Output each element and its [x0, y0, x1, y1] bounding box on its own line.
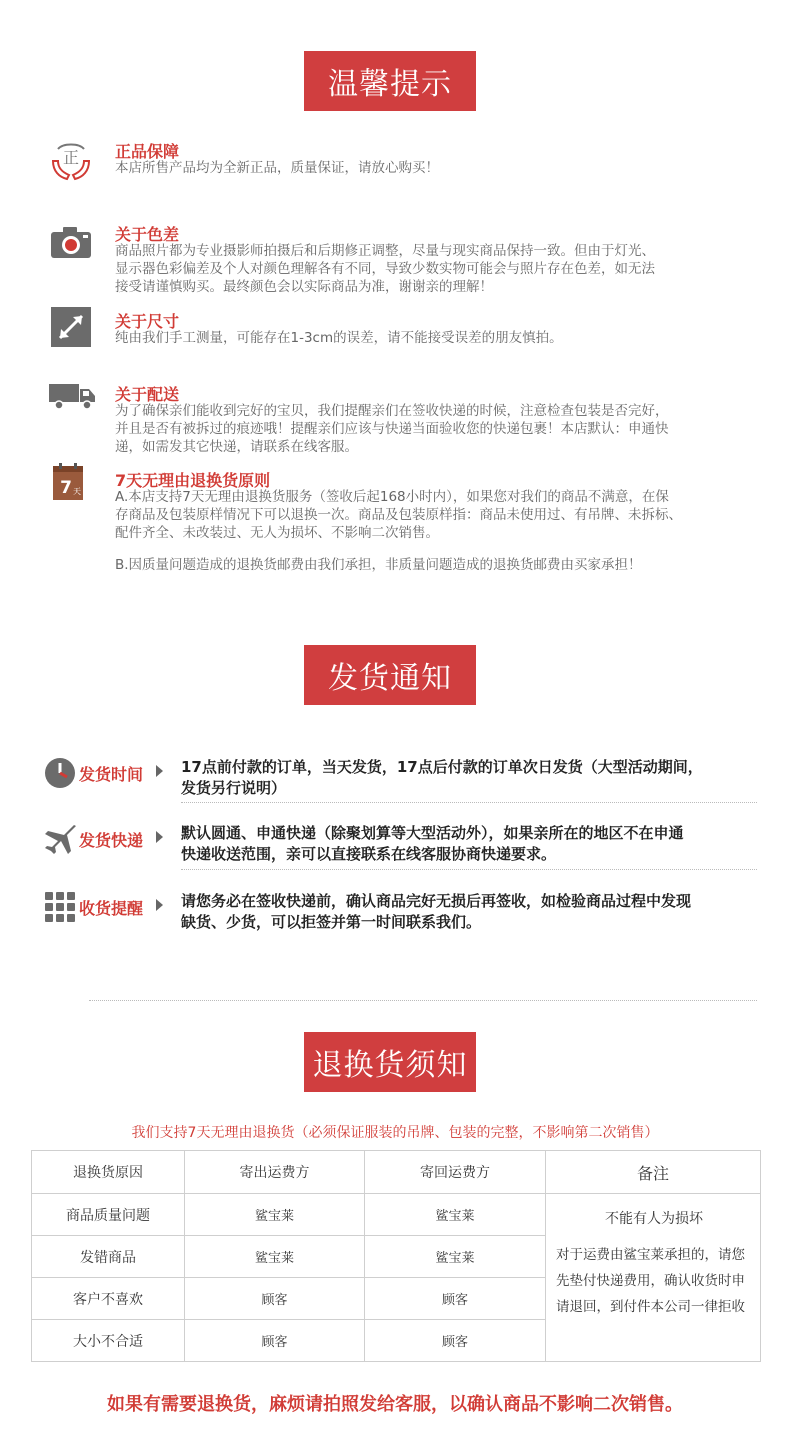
ship-text: 请您务必在签收快递前，确认商品完好无损后再签收，如检验商品过程中发现 缺货、少货，可以拒签并第一时间联系我们。	[181, 892, 692, 931]
grid-icon	[44, 891, 76, 923]
table-cell: 大小不合适	[32, 1320, 185, 1362]
table-header-row	[32, 1151, 761, 1194]
airplane-icon	[44, 823, 76, 855]
arrow-right-icon	[156, 899, 163, 911]
ship-text: 默认圆通、申通快递（除聚划算等大型活动外），如果亲所在的地区不在申通 快递收送范围，亲可以直接联系在线客服协商快递要求。	[181, 824, 684, 863]
seven-day-number: 7	[60, 478, 72, 498]
ship-row-courier	[44, 823, 758, 865]
remark-text: 对于运费由鲨宝莱承担的，请您先垫付快递费用，确认收货时申请退回，到付件本公司一律拒收	[556, 1247, 745, 1315]
table-cell: 鲨宝莱	[185, 1194, 365, 1236]
hands-icon	[49, 139, 93, 179]
ship-row-receipt	[44, 891, 758, 933]
arrow-right-icon	[156, 765, 163, 777]
tip-color	[49, 222, 749, 296]
tip-title: 关于配送	[115, 385, 180, 404]
tip-text: 本店所售产品均为全新正品，质量保证，请放心购买！	[115, 160, 439, 176]
table-cell: 鲨宝莱	[365, 1236, 546, 1278]
returns-banner: 退换货须知	[304, 1032, 476, 1092]
svg-text:正: 正	[62, 148, 80, 167]
footer-note: 如果有需要退换货，麻烦请拍照发给客服，以确认商品不影响二次销售。	[107, 1394, 683, 1415]
tips-banner: 温馨提示	[304, 51, 476, 111]
arrow-right-icon	[156, 831, 163, 843]
table-cell: 顾客	[365, 1278, 546, 1320]
table-cell: 发错商品	[32, 1236, 185, 1278]
table-header: 寄回运费方	[365, 1151, 546, 1194]
tip-title: 关于尺寸	[115, 312, 180, 331]
table-header: 退换货原因	[32, 1151, 185, 1194]
table-cell: 顾客	[185, 1320, 365, 1362]
table-header: 寄出运费方	[185, 1151, 365, 1194]
tip-title: 7天无理由退换货原则	[115, 471, 271, 490]
remark-text: 不能有人为损坏	[605, 1211, 703, 1227]
table-row	[32, 1194, 761, 1236]
resize-icon	[49, 305, 93, 345]
tip-text: 为了确保亲们能收到完好的宝贝，我们提醒亲们在签收快递的时候，注意检查包装是否完好， 并且是否有被拆过的痕迹哦！提醒亲们应该与快递当面验收您的快递包裹！本店默认：申通快 递，如需发其它快递，请联系在线客服。	[115, 403, 669, 455]
divider	[181, 802, 757, 803]
table-cell: 商品质量问题	[32, 1194, 185, 1236]
table-cell: 鲨宝莱	[365, 1194, 546, 1236]
ship-label: 发货快递	[79, 831, 144, 850]
tip-seven-day	[49, 468, 749, 588]
divider	[181, 869, 757, 870]
clock-icon	[44, 757, 76, 789]
table-cell: 顾客	[365, 1320, 546, 1362]
table-header: 备注	[546, 1151, 761, 1194]
tip-text: 纯由我们手工测量，可能存在1-3cm的误差，请不能接受误差的朋友慎拍。	[115, 330, 563, 346]
table-cell: 顾客	[185, 1278, 365, 1320]
divider	[89, 1000, 757, 1001]
ship-label: 收货提醒	[79, 899, 144, 918]
returns-note: 我们支持7天无理由退换货（必须保证服装的吊牌、包装的完整，不影响第二次销售）	[131, 1125, 659, 1141]
tip-title: 关于色差	[115, 225, 180, 244]
table-cell: 客户不喜欢	[32, 1278, 185, 1320]
ship-row-time	[44, 757, 758, 799]
remark-cell	[546, 1194, 761, 1362]
tip-size	[49, 309, 749, 349]
tip-title: 正品保障	[115, 142, 180, 161]
truck-icon	[49, 380, 93, 420]
ship-text: 17点前付款的订单，当天发货，17点后付款的订单次日发货（大型活动期间， 发货另行说明）	[181, 758, 703, 797]
tip-genuine	[49, 139, 749, 179]
shipping-banner: 发货通知	[304, 645, 476, 705]
ship-label: 发货时间	[79, 765, 144, 784]
camera-icon	[49, 224, 93, 264]
table-cell: 鲨宝莱	[185, 1236, 365, 1278]
returns-table	[31, 1150, 761, 1362]
seven-day-icon	[51, 462, 95, 502]
tip-text: 商品照片都为专业摄影师拍摄后和后期修正调整，尽量与现实商品保持一致。但由于灯光、 显示器色彩偏差及个人对颜色理解各有不同，导致少数实物可能会与照片存在色差，如无法 接受请谨慎购买。最终颜色会以实际商品为准，谢谢亲的理解！	[115, 243, 655, 295]
tip-text: A.本店支持7天无理由退换货服务（签收后起168小时内），如果您对我们的商品不满意，在保 存商品及包装原样情况下可以退换一次。商品及包装原样指：商品未使用过、有吊牌、未拆标、 配件齐全、未改装过、无人为损坏、不影响二次销售。 B.因质量问题造成的退换货邮费由我们承担，非质量问题造成的退换货邮费由买家承担！	[115, 489, 682, 573]
tip-delivery	[49, 382, 749, 456]
seven-day-unit: 天	[73, 487, 81, 496]
